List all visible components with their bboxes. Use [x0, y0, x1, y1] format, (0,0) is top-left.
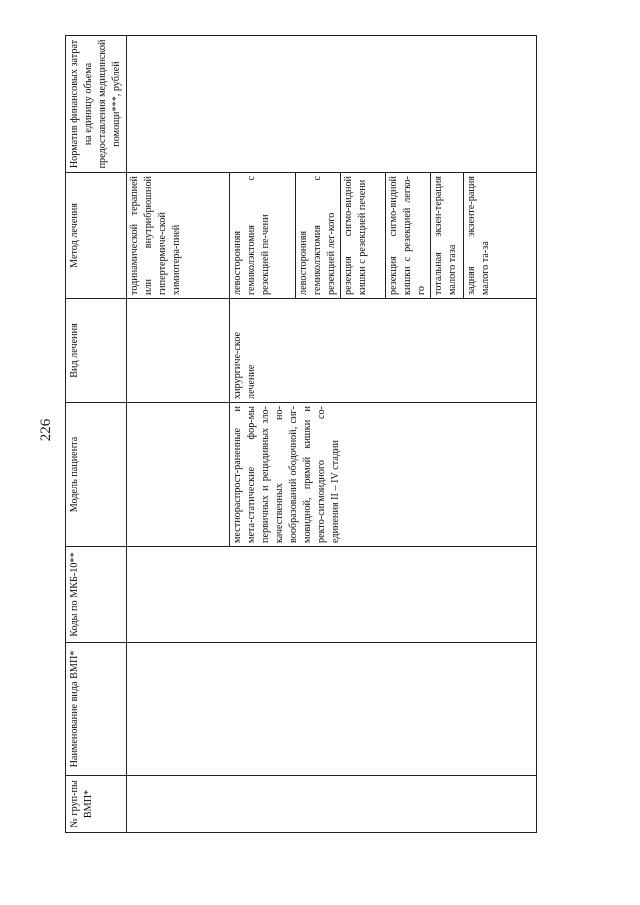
cell-treatment-method: тотальная экзен-терация малого таза: [431, 173, 464, 299]
vmp-table: [65, 35, 537, 833]
header-treatment-method: Метод лечения: [66, 173, 127, 299]
cell-treatment-type-empty: [127, 299, 230, 403]
header-treatment-type: Вид лечения: [66, 299, 127, 403]
page-number: 226: [38, 418, 54, 442]
cell-mkb-codes: [127, 547, 537, 643]
cell-treatment-type: хирургиче-ское лечение: [230, 299, 537, 403]
header-financial-norm: Норматив финансовых затрат на единицу объема предоставления медицинской помощи***, рублей: [66, 36, 127, 173]
header-patient-model: Модель пациента: [66, 403, 127, 547]
cell-patient-model: местнораспрост-раненные и мета-статические фор-мы первичных и рецидивных зло-качественных но-вообразований ободочной, сиг-мовидной, прямой кишки и ректо-сигмоидного со-единения II – IV стадии: [230, 403, 537, 547]
cell-vmp-name: [127, 643, 537, 776]
table-row: [127, 36, 230, 833]
cell-treatment-method: резекция сигмо-видной кишки с резекцией печени: [341, 173, 386, 299]
table-rotator: [65, 36, 559, 833]
header-mkb-codes: Коды по МКБ-10**: [66, 547, 127, 643]
cell-treatment-method: задняя экзенте-рация малого та-за: [464, 173, 537, 299]
header-vmp-name: Наименование вида ВМП*: [66, 643, 127, 776]
table-header-row: [66, 36, 127, 833]
cell-patient-model-empty: [127, 403, 230, 547]
cell-treatment-method: тодинамической терапией или внутрибрюшной гипертермиче-ской химиотера-пией: [127, 173, 230, 299]
cell-group-no: [127, 776, 537, 833]
cell-treatment-method: резекция сигмо-видной кишки с резекцией легко-го: [386, 173, 431, 299]
cell-financial-norm: [127, 36, 537, 173]
header-group-no: № груп-пы ВМП*: [66, 776, 127, 833]
cell-treatment-method: левосторонняя гемиколэктомия с резекцией лег-кого: [296, 173, 341, 299]
cell-treatment-method: левосторонняя гемиколэктомия с резекцией пе-чени: [230, 173, 296, 299]
rotated-table-sheet: [65, 36, 559, 833]
